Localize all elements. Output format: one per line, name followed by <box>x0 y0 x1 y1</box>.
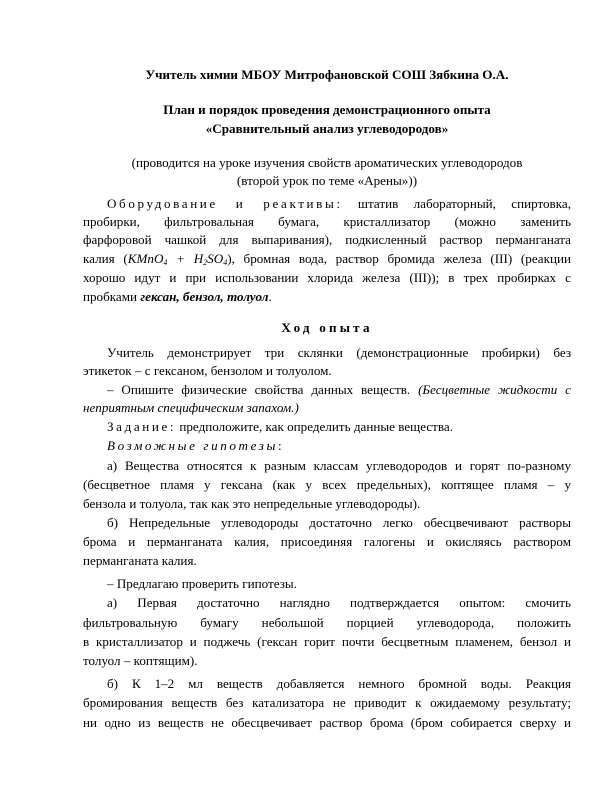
doc-title-line2: «Сравнительный анализ углеводородов» <box>205 121 449 136</box>
equipment-line4: калия (KMnO$_4$ + $H_2SO_4$), бромная вода, раствор бромида железа (III) (реакции <box>83 251 571 267</box>
exp-a-line4: толуол – коптящим). <box>83 653 198 668</box>
note-line1: (проводится на уроке изучения свойств ароматических углеводородов <box>131 155 523 170</box>
equipment-line1: Оборудование и реактивы: штатив лабораторный, спиртовка, <box>107 196 571 211</box>
equipment-line3: фарфоровой чашкой для выпаривания), подкисленный раствор перманганата <box>83 232 571 247</box>
hyp-a-line2: (бесцветное пламя у гексана (как у всех предельных), коптящее пламя – у <box>83 477 571 492</box>
exp-b-line3: ни одно из веществ не обесцвечивает раствор брома (бром собирается сверху и <box>83 715 571 730</box>
exp-b-line2: бромирования веществ без катализатора не приводит к ожидаемому результату; <box>83 695 571 710</box>
hyp-b-line3: перманганата калия. <box>83 553 197 568</box>
hypotheses-heading: Возможные гипотезы: <box>107 438 282 453</box>
p1-line2: этикеток – с гексаном, бензолом и толуолом. <box>83 363 332 378</box>
hyp-b-line2: брома и перманганата калия, присоединяя галогены и окисляясь раствором <box>83 534 571 549</box>
equipment-label: Оборудование и реактивы: <box>107 196 343 211</box>
hyp-a-line3: бензола и толуола, так как это непредельные углеводороды). <box>83 496 421 511</box>
doc-title-line1: План и порядок проведения демонстрационного опыта <box>163 102 491 117</box>
equipment-line5: хорошо идут и при использовании хлорида железа (III)); в трех пробирках с <box>83 270 571 285</box>
p1-line1: Учитель демонстрирует три склянки (демонстрационные пробирки) без <box>107 345 571 360</box>
task-label: Задание: <box>107 419 177 434</box>
exp-a-line2: фильтровальную бумагу небольшой порцией углеводорода, положить <box>83 615 571 630</box>
equipment-line2: пробирки, фильтровальная бумага, кристаллизатор (можно заменить <box>83 214 571 229</box>
check-line: – Предлагаю проверить гипотезы. <box>107 576 297 591</box>
formula: KMnO$_4$ + $H_2SO_4$ <box>127 251 228 267</box>
p2-line2: неприятным специфическим запахом.) <box>83 400 299 415</box>
note-line2: (второй урок по теме «Арены»)) <box>236 173 418 188</box>
reagents: гексан, бензол, толуол <box>140 289 269 304</box>
hyp-a-line1: а) Вещества относятся к разным классам углеводородов и горят по-разному <box>107 458 571 473</box>
equipment-line6: пробками гексан, бензол, толуол. <box>83 289 272 304</box>
exp-a-line1: а) Первая достаточно наглядно подтверждается опытом: смочить <box>107 595 571 610</box>
exp-a-line3: в кристаллизатор и поджечь (гексан горит почти бесцветным пламенем, бензол и <box>83 634 571 649</box>
hyp-b-line1: б) Непредельные углеводороды достаточно легко обесцвечивают растворы <box>107 515 571 530</box>
p2-line1: – Опишите физические свойства данных веществ. (Бесцветные жидкости с <box>107 382 571 397</box>
teacher-line: Учитель химии МБОУ Митрофановской СОШ Зябкина О.А. <box>145 67 509 82</box>
section-title: Ход опыта <box>281 320 373 335</box>
task-line: Задание: предположите, как определить данные вещества. <box>107 419 453 434</box>
exp-b-line1: б) К 1–2 мл веществ добавляется немного бромной воды. Реакция <box>107 676 571 691</box>
